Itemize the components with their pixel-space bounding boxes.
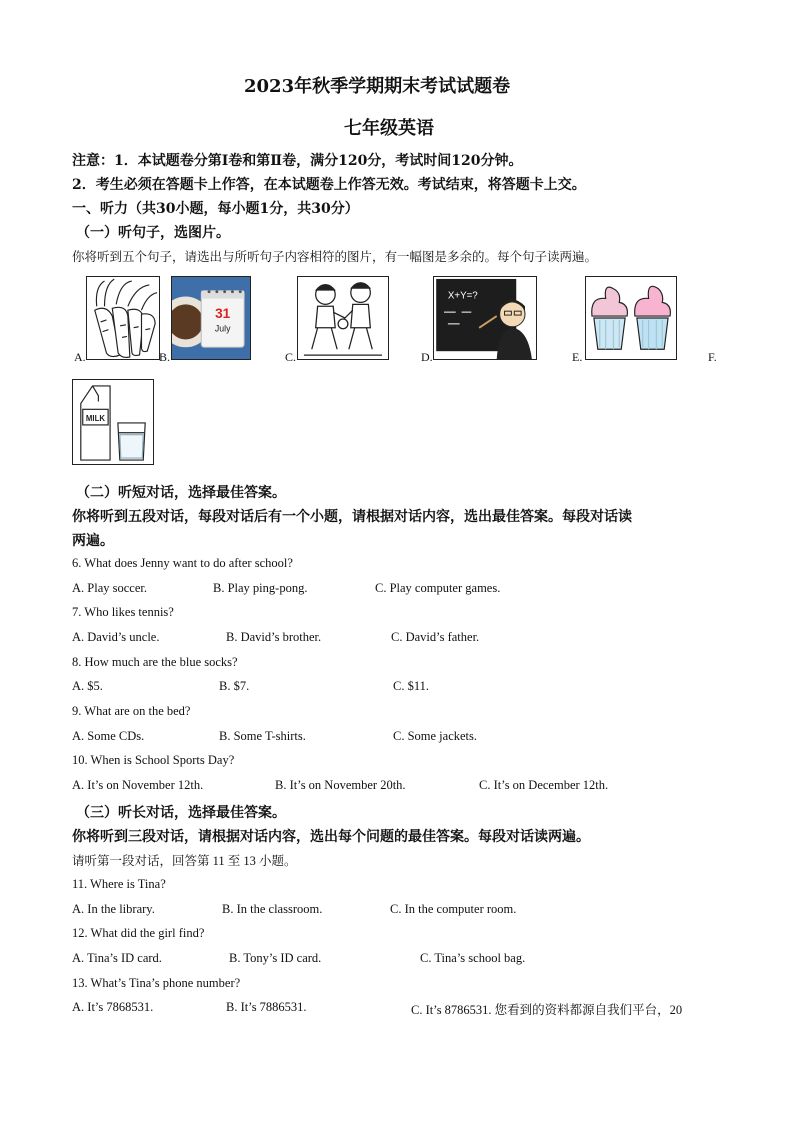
picture-b-calendar: [171, 276, 251, 360]
question-7: 7. Who likes tennis?: [72, 605, 174, 619]
option-10b: B. It’s on November 20th.: [275, 778, 406, 792]
part2-instruction-2: 两遍。: [72, 533, 114, 549]
option-12b: B. Tony’s ID card.: [229, 951, 322, 965]
section-heading: 一、听力（共30小题，每小题1分，共30分）: [72, 201, 359, 217]
option-7b: B. David’s brother.: [226, 630, 322, 644]
picture-e-ice-creams: [585, 276, 677, 360]
option-9a: A. Some CDs.: [72, 729, 145, 743]
calendar-day: 31: [215, 306, 231, 321]
option-8c: C. $11.: [393, 679, 429, 693]
milk-label: MILK: [85, 414, 105, 424]
picture-c-two-boys: [297, 276, 389, 360]
part1-heading: （一）听句子，选图片。: [76, 225, 230, 241]
note-line-1: 注意：1．本试题卷分第Ⅰ卷和第Ⅱ卷，满分120分，考试时间120分钟。: [72, 153, 523, 169]
picture-label-f: F.: [708, 350, 717, 364]
option-6a: A. Play soccer.: [72, 581, 147, 595]
option-6c: C. Play computer games.: [375, 581, 501, 595]
picture-d-teacher-blackboard: [433, 276, 537, 360]
part3-sub-instruction: 请听第一段对话，回答第 11 至 13 小题。: [72, 854, 297, 868]
part2-instruction-1: 你将听到五段对话，每段对话后有一个小题，请根据对话内容，选出最佳答案。每段对话读: [72, 509, 632, 525]
option-8a: A. $5.: [72, 679, 103, 693]
option-11a: A. In the library.: [72, 902, 155, 916]
picture-label-a: A.: [74, 350, 86, 364]
option-11b: B. In the classroom.: [222, 902, 323, 916]
question-8: 8. How much are the blue socks?: [72, 655, 238, 669]
part3-instruction: 你将听到三段对话，请根据对话内容，选出每个问题的最佳答案。每段对话读两遍。: [72, 829, 590, 845]
page-subtitle: 七年级英语: [344, 118, 434, 139]
option-13b: B. It’s 7886531.: [226, 1000, 307, 1014]
option-13a: A. It’s 7868531.: [72, 1000, 154, 1014]
part3-heading: （三）听长对话，选择最佳答案。: [76, 805, 286, 821]
question-12: 12. What did the girl find?: [72, 926, 205, 940]
option-11c: C. In the computer room.: [390, 902, 517, 916]
page-title: 2023年秋季学期期末考试试题卷: [244, 76, 511, 97]
option-8b: B. $7.: [219, 679, 250, 693]
question-9: 9. What are on the bed?: [72, 704, 191, 718]
option-13c: C. It’s 8786531. 您看到的资料都源自我们平台，20: [411, 1003, 683, 1017]
board-text: X+Y=?: [447, 290, 478, 302]
picture-label-e: E.: [572, 350, 583, 364]
note-line-2: 2．考生必须在答题卡上作答，在本试题卷上作答无效。考试结束，将答题卡上交。: [72, 177, 586, 193]
option-12c: C. Tina’s school bag.: [420, 951, 526, 965]
picture-f-milk: [72, 379, 154, 465]
option-7c: C. David’s father.: [391, 630, 480, 644]
calendar-month: July: [214, 323, 231, 334]
picture-a-carrots: [86, 276, 160, 360]
picture-label-c: C.: [285, 350, 297, 364]
option-12a: A. Tina’s ID card.: [72, 951, 162, 965]
question-10: 10. When is School Sports Day?: [72, 753, 235, 767]
question-13: 13. What’s Tina’s phone number?: [72, 976, 241, 990]
option-10a: A. It’s on November 12th.: [72, 778, 204, 792]
option-9c: C. Some jackets.: [393, 729, 478, 743]
picture-label-d: D.: [421, 350, 433, 364]
part1-instruction: 你将听到五个句子，请选出与所听句子内容相符的图片，有一幅图是多余的。每个句子读两遍。: [72, 250, 598, 264]
option-7a: A. David’s uncle.: [72, 630, 160, 644]
question-6: 6. What does Jenny want to do after school?: [72, 556, 293, 570]
option-9b: B. Some T-shirts.: [219, 729, 306, 743]
question-11: 11. Where is Tina?: [72, 877, 166, 891]
option-10c: C. It’s on December 12th.: [479, 778, 609, 792]
option-6b: B. Play ping-pong.: [213, 581, 308, 595]
picture-label-b: B.: [159, 350, 171, 364]
part2-heading: （二）听短对话，选择最佳答案。: [76, 485, 286, 501]
